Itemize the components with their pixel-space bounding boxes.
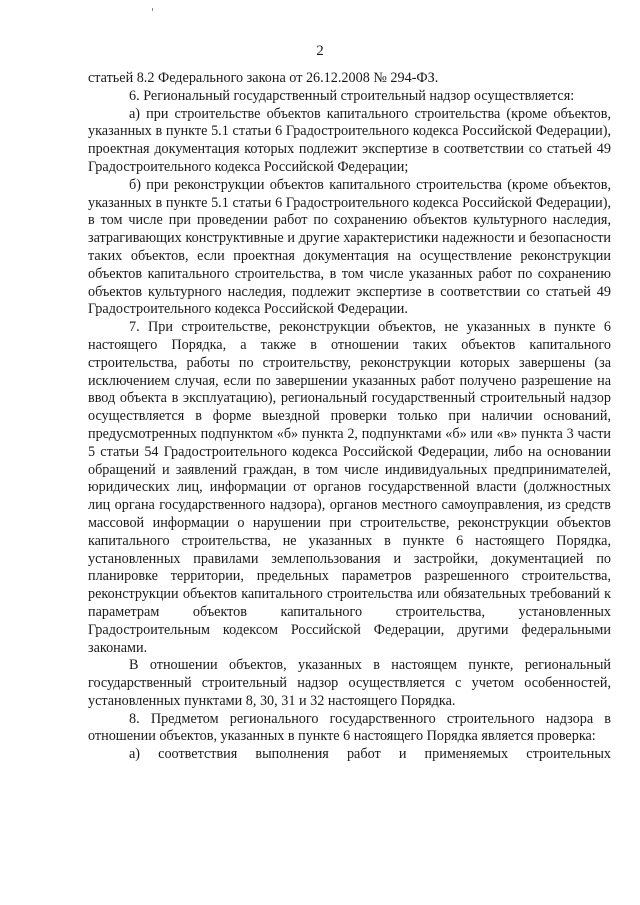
paragraph-clause-8a: а) соответствия выполнения работ и применяемых строительных [129, 746, 611, 763]
document-body [88, 70, 611, 764]
paragraph-continuation: статьей 8.2 Федерального закона от 26.12.2008 № 294-ФЗ. [88, 70, 439, 86]
paragraph-clause-6: 6. Региональный государственный строительный надзор осуществляется: [129, 87, 575, 104]
paragraph-clause-7: 7. При строительстве, реконструкции объектов, не указанных в пункте 6 настоящего Порядка, а также в отношении таких объектов капитального строительства, работы по строительству, реконструкции которых завершены (за исключением случая, если по завершении указанных работ получено разрешение на ввод объекта в эксплуатацию), региональный государственный строительный надзор осуществляется в форме выездной проверки только при наличии оснований, предусмотренных подпунктом «б» пункта 2, подпунктами «б» или «в» пункта 3 части 5 статьи 54 Градостроительного кодекса Российской Федерации, либо на основании обращений и заявлений граждан, в том числе индивидуальных предпринимателей, юридических лиц, информации от органов государственной власти (должностных лиц органа государственного надзора), органов местного самоуправления, из средств массовой информации о нарушении при строительстве, реконструкции объектов капитального строительства, не указанных в пункте 6 настоящего Порядка, установленных правилами землепользования и застройки, документацией по планировке территории, предельных параметров разрешенного строительства, реконструкции объектов капитального строительства или обязательных требований к параметрам объектов капитального строительства, установленных Градостроительным кодексом Российской Федерации, другими федеральными законами. [88, 319, 611, 656]
scan-artifact [152, 8, 153, 11]
paragraph-clause-6b: б) при реконструкции объектов капитального строительства (кроме объектов, указанных в пункте 5.1 статьи 6 Градостроительного кодекса Российской Федерации), в том числе при проведении работ по сохранению объектов культурного наследия, затрагивающих конструктивные и другие характеристики надежности и безопасности таких объектов, если проектная документация на осуществление реконструкции объектов капитального строительства, в том числе указанных работ по сохранению объектов культурного наследия, подлежит экспертизе в соответствии со статьей 49 Градостроительного кодекса Российской Федерации. [88, 176, 611, 318]
paragraph-clause-7-note: В отношении объектов, указанных в настоящем пункте, региональный государственный строительный надзор осуществляется с учетом особенностей, установленных пунктами 8, 30, 31 и 32 настоящего Порядка. [88, 657, 611, 709]
page-number: 2 [316, 43, 324, 59]
paragraph-clause-8: 8. Предметом регионального государственного строительного надзора в отношении объектов, указанных в пункте 6 настоящего Порядка является проверка: [88, 710, 611, 745]
paragraph-clause-6a: а) при строительстве объектов капитального строительства (кроме объектов, указанных в пункте 5.1 статьи 6 Градостроительного кодекса Российской Федерации), проектная документация которых подлежит экспертизе в соответствии со статьей 49 Градостроительного кодекса Российской Федерации; [88, 105, 611, 175]
